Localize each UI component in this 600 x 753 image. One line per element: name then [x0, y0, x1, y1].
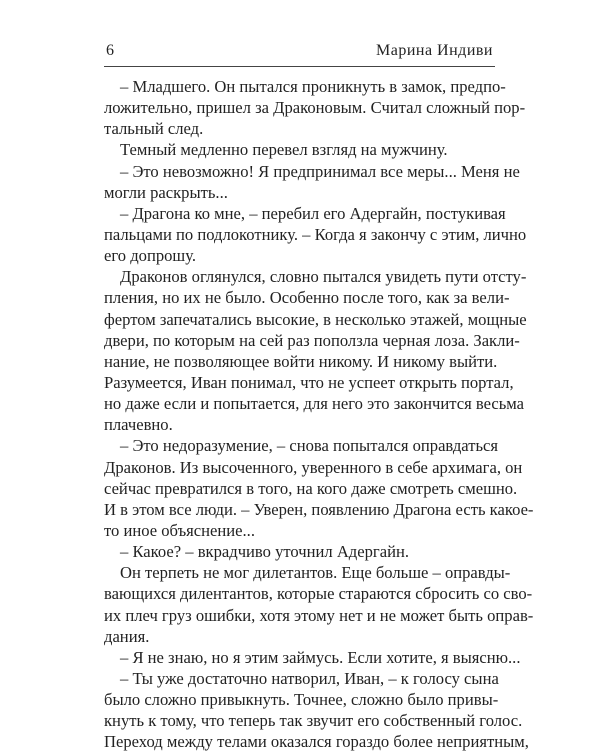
text-line: фертом запечатались высокие, в несколько этажей, мощные — [104, 309, 527, 329]
text-line: – Младшего. Он пытался проникнуть в замок, предпо- — [120, 77, 506, 96]
text-line: Драконов. Из высоченного, уверенного в себе архимага, он — [104, 457, 523, 477]
paragraph — [104, 161, 520, 203]
text-line: вающихся дилентантов, которые стараются сбросить со сво- — [104, 584, 533, 604]
text-line: пления, но их не было. Особенно после того, как за вели- — [104, 288, 510, 308]
text-line: их плеч груз ошибки, хотя этому нет и не может быть оправ- — [104, 605, 534, 625]
running-head-author: Марина Индиви — [376, 42, 493, 59]
text-line: – Драгона ко мне, – перебил его Адергайн, постукивая — [120, 203, 506, 223]
text-line: – Какое? – вкрадчиво уточнил Адергайн. — [120, 542, 409, 562]
text-line: – Это недоразумение, – снова попытался оправдаться — [120, 436, 499, 456]
text-line: кнуть к тому, что теперь так звучит его собственный голос. — [104, 711, 523, 731]
paragraph — [104, 435, 534, 541]
text-line: Темный медленно перевел взгляд на мужчину. — [120, 140, 448, 160]
page-header — [104, 34, 495, 64]
text-line: нание, не позволяющее войти никому. И никому выйти. — [104, 351, 498, 371]
text-line: могли раскрыть... — [104, 182, 228, 202]
text-line: пальцами по подлокотнику. – Когда я закончу с этим, лично — [104, 224, 527, 244]
paragraph — [104, 203, 527, 266]
text-line: дания. — [104, 626, 150, 646]
text-line: было сложно привыкнуть. Точнее, сложно было привы- — [104, 690, 499, 710]
paragraph — [104, 541, 495, 562]
text-line: И в этом все люди. – Уверен, появлению Драгона есть какое- — [104, 499, 534, 519]
text-line: сейчас превратился в того, на кого даже смотреть смешно. — [104, 478, 518, 498]
text-line: двери, по которым на сей раз поползла черная лоза. Закли- — [104, 330, 520, 350]
paragraph — [104, 668, 529, 753]
text-line: плачевно. — [104, 415, 173, 435]
text-line: тальный след. — [104, 119, 204, 139]
paragraph — [104, 647, 521, 668]
header-rule — [104, 66, 495, 67]
paragraph — [104, 139, 495, 160]
paragraph — [104, 562, 534, 647]
text-line: но даже если и попытается, для него это закончится весьма — [104, 394, 525, 414]
text-line: – Я не знаю, но я этим займусь. Если хотите, я выясню... — [120, 647, 521, 667]
text-line: Он терпеть не мог дилетантов. Еще больше – оправды- — [120, 563, 511, 583]
text-line: – Ты уже достаточно натворил, Иван, – к голосу сына — [120, 668, 499, 688]
text-line: Разумеется, Иван понимал, что не успеет открыть портал, — [104, 372, 514, 392]
text-line: его допрошу. — [104, 246, 196, 266]
text-line: Драконов оглянулся, словно пытался увидеть пути отсту- — [120, 267, 527, 287]
paragraph — [104, 266, 527, 435]
text-line: – Это невозможно! Я предпринимал все меры... Меня не — [120, 161, 520, 181]
page-number: 6 — [106, 42, 114, 59]
text-line: то иное объяснение... — [104, 520, 255, 540]
text-line: ложительно, пришел за Драконовым. Считал сложный пор- — [104, 98, 526, 118]
body-text — [104, 76, 534, 753]
text-line: Переход между телами оказался гораздо более неприятным, — [104, 732, 529, 752]
paragraph — [104, 76, 526, 139]
